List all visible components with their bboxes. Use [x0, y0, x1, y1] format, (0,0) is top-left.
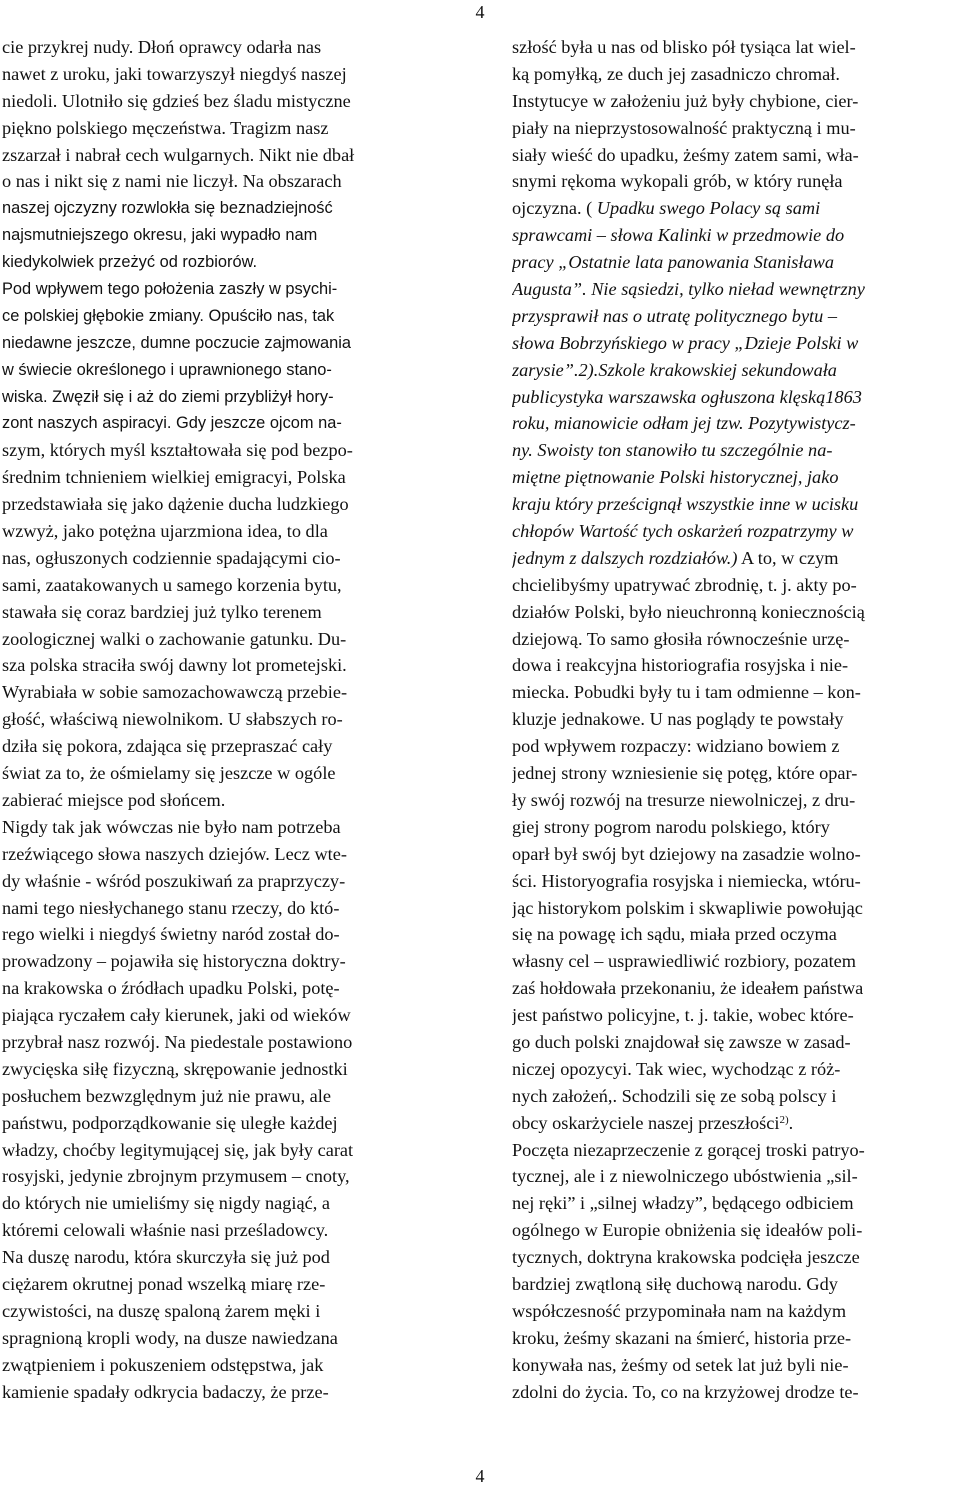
page-number-top: 4	[475, 2, 485, 22]
text-line: przedstawiała się jako dążenie ducha ludzkiego	[2, 494, 349, 515]
text-line: giej strony pogrom narodu polskiego, który	[512, 816, 830, 837]
text-line: jest państwo policyjne, t. j. takie, wobec które-	[512, 1005, 854, 1026]
text-line: sza polska straciła swój dawny lot prometejski.	[2, 655, 347, 676]
text-line: zaś hołdowała przekonaniu, że ideałem państwa	[512, 978, 864, 999]
text-line: konywała nas, żeśmy od setek lat już byli nie-	[512, 1354, 849, 1375]
text-segment: A to, w czym	[737, 547, 839, 568]
text-line: zdolni do życia. To, co na krzyżowej drodze te-	[512, 1381, 859, 1402]
text-line: cie przykrej nudy. Dłoń oprawcy odarła nas	[2, 37, 322, 57]
text-line: władzy, choćby legitymującej się, jak były carat	[2, 1139, 354, 1160]
italic-quote-line: pracy „Ostatnie lata panowania Stanisława	[512, 252, 834, 273]
text-line: zwątpieniem i pokuszeniem odstępstwa, jak	[2, 1354, 324, 1375]
text-line: ciężarem okrutnej ponad wszelką miarę rze-	[2, 1273, 326, 1294]
text-line	[512, 1110, 958, 1137]
text-line: kluzje jednakowe. U nas poglądy te powstały	[512, 709, 844, 730]
text-line: o nas i nikt się z nami nie liczył. Na obszarach	[2, 171, 342, 192]
text-line: rego wielki i niegdyś świetny naród został do-	[2, 924, 340, 945]
text-line: ły swój rozwój na tresurze niewolniczej, z dru-	[512, 789, 856, 810]
text-line: pod wpływem rozpaczy: widziano bowiem z	[512, 736, 840, 757]
right-text-column	[512, 34, 958, 1405]
text-line: zoologicznej walki o zachowanie gatunku. Du-	[2, 628, 347, 649]
text-line: kamienie spadały odkrycia badaczy, że prze-	[2, 1381, 329, 1402]
text-line: naszej ojczyzny rozwlokła się beznadziejność	[2, 199, 333, 218]
text-line: sami, zaatakowanych u samego korzenia bytu,	[2, 574, 342, 595]
text-line: rosyjski, jedynie zbrojnym przymusem – cnoty,	[2, 1166, 350, 1187]
italic-quote-line: publicystyka warszawska ogłuszona klęską1863	[512, 386, 862, 407]
text-line: dziła się pokora, zdająca się przepraszać cały	[2, 736, 333, 757]
italic-quote-line: przysprawił nas o utratę politycznego bytu –	[512, 305, 837, 326]
italic-quote-line: roku, mianowicie odłam jej tzw. Pozytywistycz-	[512, 413, 856, 434]
text-line: świat za to, że ośmielamy się jeszcze w ogóle	[2, 763, 336, 784]
text-line: ści. Historyografia rosyjska i niemiecka, wtóru-	[512, 870, 861, 891]
text-line: kiedykolwiek przeżyć od rozbiorów.	[2, 253, 258, 272]
text-line: piękno polskiego męczeństwa. Tragizm nasz	[2, 117, 329, 138]
text-line: nawet z uroku, jaki towarzyszył niegdyś naszej	[2, 63, 347, 84]
text-line: nej ręki” i „silnej władzy”, będącego odbiciem	[512, 1193, 854, 1214]
text-line: nas, ogłuszonych codziennie spadającymi cio-	[2, 547, 341, 568]
text-line: jednej strony wzniesienie się potęg, które opar-	[512, 763, 858, 784]
text-line: dy właśnie - wśród poszukiwań za praprzyczy-	[2, 870, 346, 891]
text-line: Pod wpływem tego położenia zaszły w psychi-	[2, 280, 338, 299]
text-line: szłość była u nas od blisko pół tysiąca lat wiel-	[512, 37, 856, 57]
text-line: szym, których myśl kształtowała się pod bezpo-	[2, 440, 353, 461]
italic-quote-line: sprawcami – słowa Kalinki w przedmowie do	[512, 225, 845, 246]
italic-quote-line: słowa Bobrzyńskiego w pracy „Dzieje Polski w	[512, 332, 859, 353]
text-line: przybrał nasz rozwój. Na piedestale postawiono	[2, 1031, 353, 1052]
text-line: posłuchem bezwzględnym już nie prawu, ale	[2, 1085, 331, 1106]
text-line: piały na nieprzystosowalność praktyczną i mu-	[512, 117, 856, 138]
text-line: zabierać miejsce pod słońcem.	[2, 789, 226, 810]
text-line: któremi celowali właśnie nasi prześladowcy.	[2, 1220, 329, 1241]
text-line: Poczęta niezaprzeczenie z gorącej troski patryo-	[512, 1139, 865, 1160]
left-text-column	[2, 34, 454, 1405]
text-line: niedawne jeszcze, dumne poczucie zajmowania	[2, 333, 351, 352]
text-line: Instytucye w założeniu już były chybione, cier-	[512, 90, 859, 111]
text-line: dziejową. To samo głosiła równocześnie urzę-	[512, 628, 850, 649]
text-line: dowa i reakcyjna historiografia rosyjska i nie-	[512, 655, 849, 676]
text-line: niedoli. Ulotniło się gdzieś bez śladu mistyczne	[2, 90, 351, 111]
text-line: zwycięska siłę fizyczną, skrępowanie jednostki	[2, 1058, 348, 1079]
text-line: nami tego niesłychanego stanu rzeczy, do któ-	[2, 897, 340, 918]
text-line: zont naszych aspiracyi. Gdy jeszcze ojcom na-	[2, 414, 342, 433]
italic-quote-line: ny. Swoisty ton stanowiło tu szczególnie na-	[512, 440, 833, 461]
text-line: nych założeń,. Schodzili się ze sobą polscy i	[512, 1085, 837, 1106]
text-line: rzeźwiącego słowa naszych dziejów. Lecz wte-	[2, 843, 347, 864]
text-segment: obcy oskarżyciele naszej przeszłości	[512, 1112, 780, 1133]
text-line: Nigdy tak jak wówczas nie było nam potrzeba	[2, 816, 341, 837]
text-line: tycznej, ale i z niewolniczego ubóstwienia „sil-	[512, 1166, 858, 1187]
italic-quote-segment: jednym z dalszych rozdziałów.)	[512, 547, 738, 568]
text-line: ką pomyłką, ze duch jej zasadniczo chromał.	[512, 63, 840, 84]
text-line: tycznych, doktryna krakowska podcięła jeszcze	[512, 1247, 860, 1268]
text-line: zszarzał i nabrał cech wulgarnych. Nikt nie dbał	[2, 144, 355, 165]
text-line: go duch polski znajdował się zawsze w zasad-	[512, 1031, 851, 1052]
text-line: Wyrabiała w sobie samozachowawczą przebie-	[2, 682, 348, 703]
text-line: czywistości, na duszę spaloną żarem męki i	[2, 1300, 321, 1321]
text-line: oparł był swój byt dziejowy na zasadzie wolno-	[512, 843, 861, 864]
text-line: jąc historykom polskim i skwapliwie powołując	[512, 897, 863, 918]
text-segment: .	[788, 1112, 794, 1133]
text-line: najsmutniejszego okresu, jaki wypadło nam	[2, 226, 318, 245]
text-line: snymi rękoma wykopali grób, w który runęła	[512, 171, 843, 192]
italic-quote-line: kraju który prześcignął wszystkie inne w ucisku	[512, 494, 859, 515]
text-line: głość, właściwą niewolnikom. U słabszych ro-	[2, 709, 343, 730]
italic-quote-line: zarysie”.2).Szkole krakowskiej sekundowała	[512, 359, 837, 380]
text-line: bardziej zwątloną siłę duchową narodu. Gdy	[512, 1273, 838, 1294]
text-line: Na duszę narodu, która skurczyła się już pod	[2, 1247, 330, 1268]
text-line	[512, 545, 958, 572]
text-line: państwu, podporządkowanie się uległe każdej	[2, 1112, 338, 1133]
text-line: na krakowska o źródłach upadku Polski, potę-	[2, 978, 340, 999]
italic-quote-line: miętne piętnowanie Polski historycznej, jako	[512, 467, 839, 488]
text-line: wzwyż, jako potężna ujarzmiona idea, to dla	[2, 521, 328, 542]
text-line: prowadzony – pojawiła się historyczna doktry-	[2, 951, 346, 972]
footnote-marker: 2)	[779, 1113, 789, 1126]
text-line: siały wieść do upadku, żeśmy zatem sami, wła-	[512, 144, 859, 165]
italic-quote-segment: Upadku swego Polacy są sami	[596, 198, 821, 219]
text-segment: ojczyzna. (	[512, 198, 597, 219]
text-line: miecka. Pobudki były tu i tam odmienne – kon-	[512, 682, 861, 703]
text-line: chcielibyśmy upatrywać zbrodnię, t. j. akty po-	[512, 574, 857, 595]
italic-quote-line: Augusta”. Nie sąsiedzi, tylko nieład wewnętrzny	[512, 279, 865, 300]
text-line: spragnioną kropli wody, na dusze nawiedzana	[2, 1327, 338, 1348]
text-line: ogólnego w Europie obniżenia się ideałów poli-	[512, 1220, 863, 1241]
text-line: średnim tchnieniem wielkiej emigracyi, Polska	[2, 467, 346, 488]
text-line: do których nie umieliśmy się nigdy nagiąć, a	[2, 1193, 330, 1214]
text-line: stawała się coraz bardziej już tylko terenem	[2, 601, 322, 622]
text-line: współczesność przypominała nam na każdym	[512, 1300, 847, 1321]
text-line: wiska. Zwęził się i aż do ziemi przybliżył hory-	[2, 387, 334, 406]
text-line: piająca ryczałem cały kierunek, jaki od wieków	[2, 1005, 351, 1026]
text-line: kroku, żeśmy skazani na śmierć, historia prze-	[512, 1327, 852, 1348]
text-line: w świecie określonego i uprawnionego stano-	[2, 360, 332, 379]
text-line: ce polskiej głębokie zmiany. Opuściło nas, tak	[2, 306, 335, 325]
text-line: działów Polski, było nieuchronną koniecznością	[512, 601, 865, 622]
italic-quote-line: chłopów Wartość tych oskarżeń rozpatrzymy w	[512, 521, 854, 542]
text-line: się na powagę ich sądu, miała przed oczyma	[512, 924, 837, 945]
page-number-bottom: 4	[475, 1466, 485, 1486]
text-line	[512, 195, 958, 222]
text-line: własny cel – usprawiedliwić rozbiory, pozatem	[512, 951, 857, 972]
text-line: niczej opozycyi. Tak wiec, wychodząc z róż-	[512, 1058, 841, 1079]
